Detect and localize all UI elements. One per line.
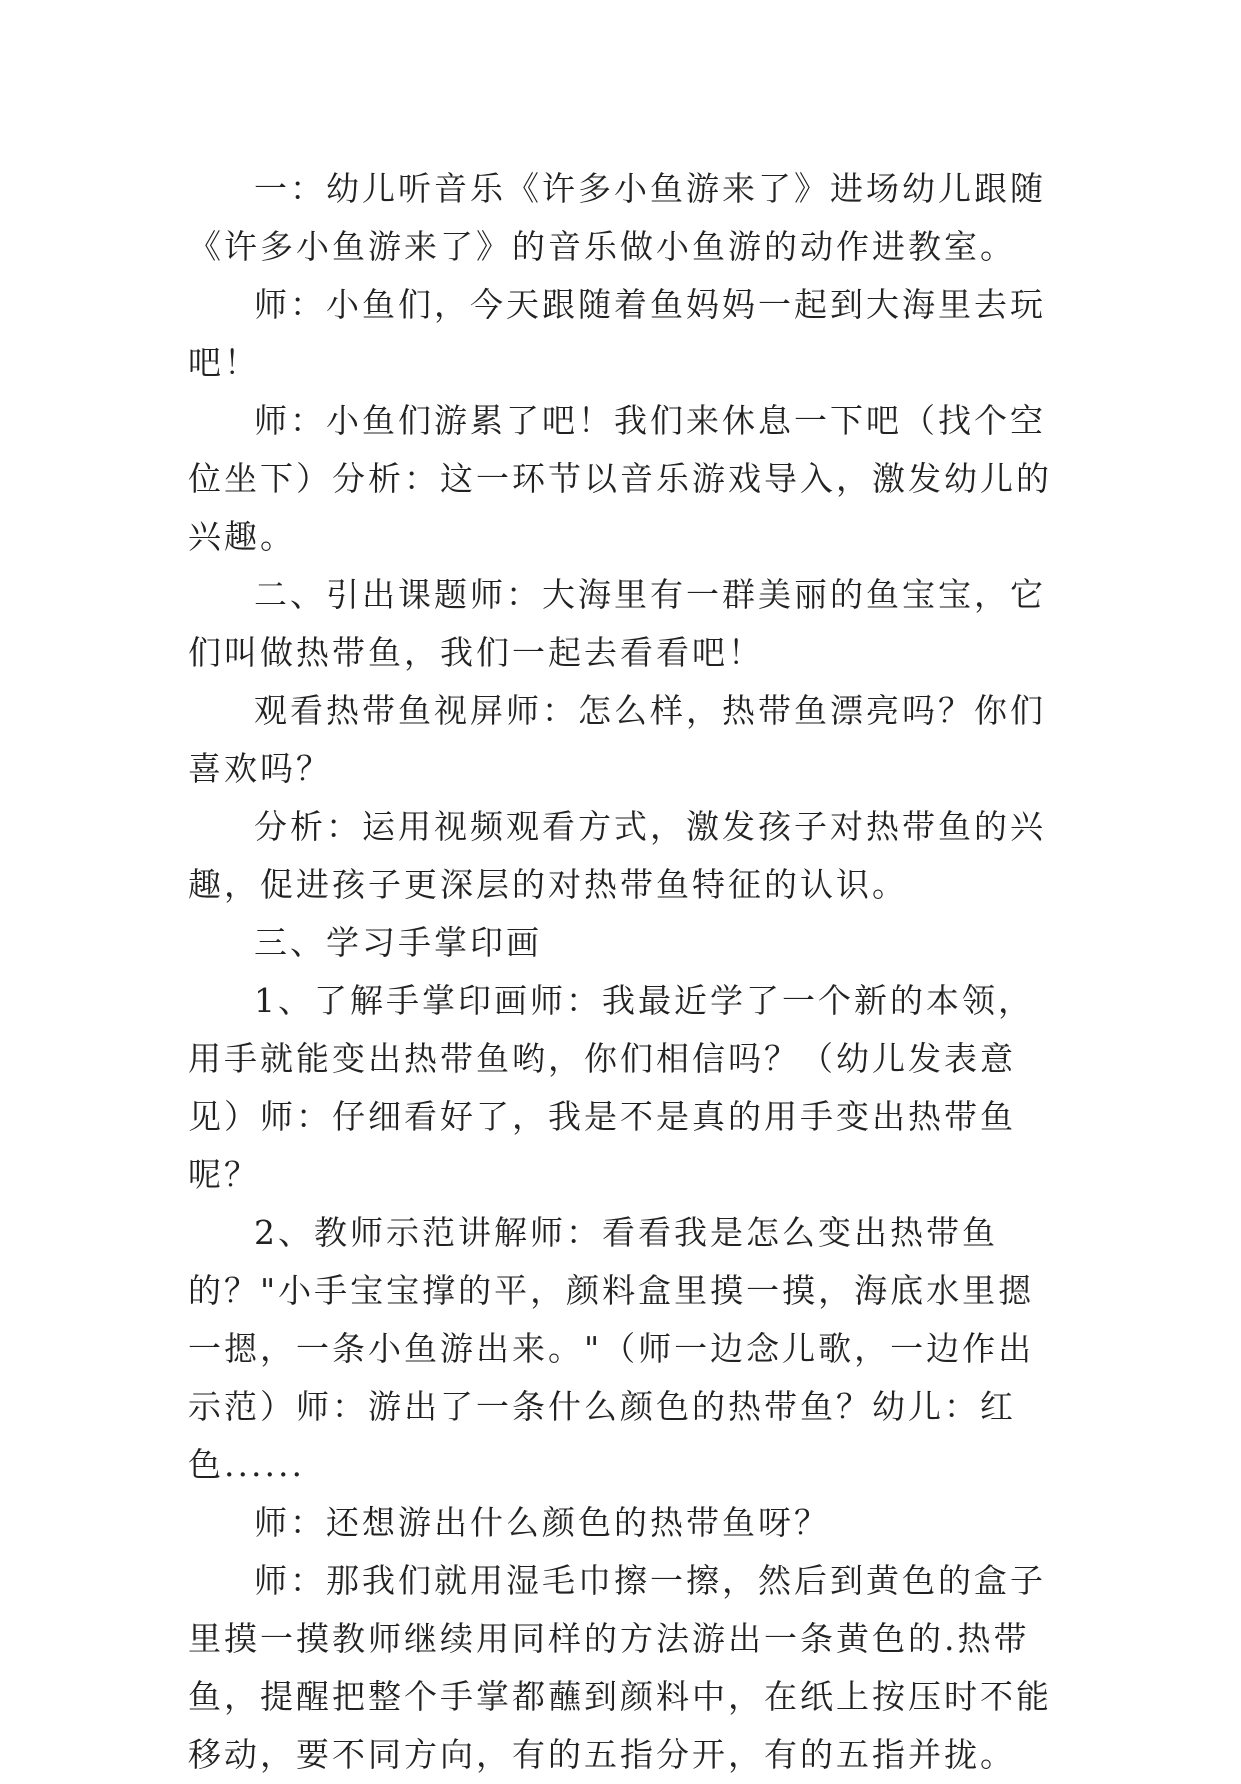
- paragraph-9: 2、教师示范讲解师：看看我是怎么变出热带鱼的？"小手宝宝撑的平，颜料盒里摸一摸，海底水里摁一摁，一条小鱼游出来。"（师一边念儿歌，一边作出示范）师：游出了一条什么颜色的热带鱼？幼儿：红色......: [188, 1213, 1035, 1484]
- document-body: [188, 160, 1068, 1784]
- paragraph-10: 师：还想游出什么颜色的热带鱼呀？: [254, 1503, 830, 1542]
- paragraph-4: 二、引出课题师：大海里有一群美丽的鱼宝宝，它们叫做热带鱼，我们一起去看看吧！: [188, 575, 1046, 672]
- paragraph-7: 三、学习手掌印画: [254, 923, 542, 962]
- paragraph-2: 师：小鱼们，今天跟随着鱼妈妈一起到大海里去玩吧！: [188, 285, 1046, 382]
- paragraph-5: 观看热带鱼视屏师：怎么样，热带鱼漂亮吗？你们喜欢吗？: [188, 691, 1046, 788]
- paragraph-1: 一：幼儿听音乐《许多小鱼游来了》进场幼儿跟随《许多小鱼游来了》的音乐做小鱼游的动作进教室。: [188, 169, 1046, 266]
- paragraph-6: 分析：运用视频观看方式，激发孩子对热带鱼的兴趣，促进孩子更深层的对热带鱼特征的认识。: [188, 807, 1046, 904]
- paragraph-11: 师：那我们就用湿毛巾擦一擦，然后到黄色的盒子里摸一摸教师继续用同样的方法游出一条黄色的.热带鱼，提醒把整个手掌都蘸到颜料中，在纸上按压时不能移动，要不同方向，有的五指分开，有的五指并拢。: [188, 1561, 1052, 1774]
- paragraph-8: 1、了解手掌印画师：我最近学了一个新的本领，用手就能变出热带鱼哟，你们相信吗？（幼儿发表意见）师：仔细看好了，我是不是真的用手变出热带鱼呢？: [188, 981, 1034, 1194]
- paragraph-3: 师：小鱼们游累了吧！我们来休息一下吧（找个空位坐下）分析：这一环节以音乐游戏导入，激发幼儿的兴趣。: [188, 401, 1052, 556]
